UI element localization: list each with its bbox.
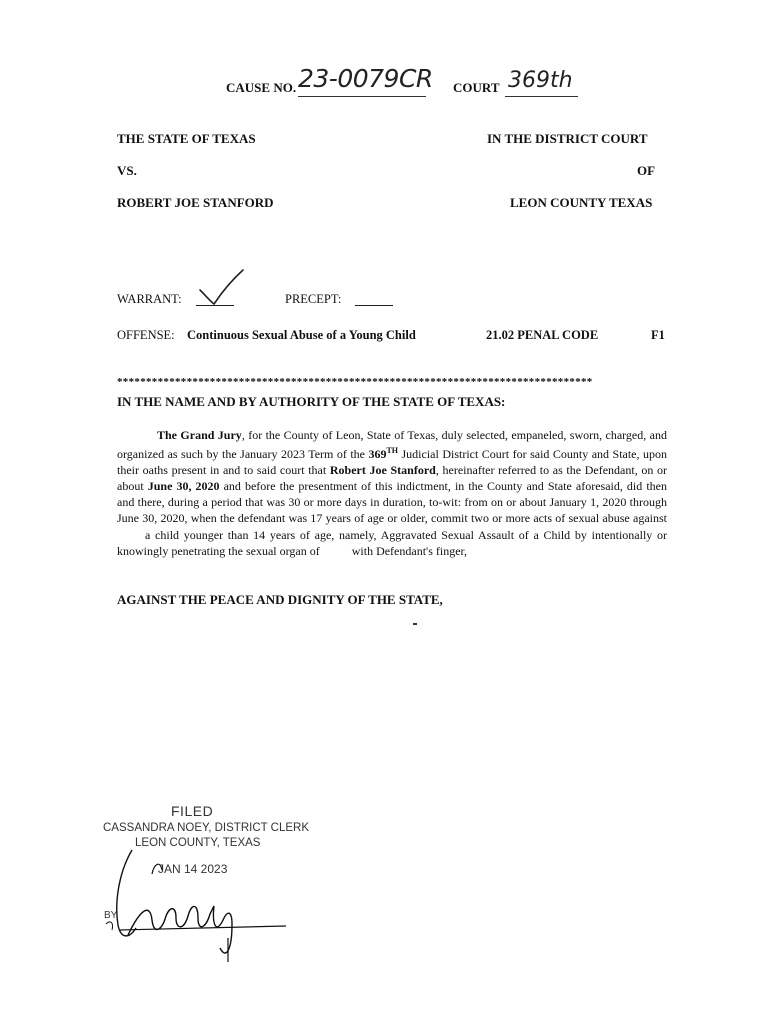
indictment-text-2: Judicial District Court for said County and State, upon their oaths present in and to said court that <box>117 447 667 478</box>
clerk-signature-icon <box>100 840 290 965</box>
offense-name: Continuous Sexual Abuse of a Young Child <box>187 328 416 342</box>
indictment-text-4: and before the presentment of this indictment, in the County and State aforesaid, did then and there, during a period that was 30 or more days in duration, to-wit: from on or about January 1, 2020 through June 30, 2020, when the defendant was 17 years of age or older, commit two or more acts of sexual abuse against <box>117 479 667 526</box>
indictment-text-5: a child younger than 14 years of age, namely, Aggravated Sexual Assault of a Child by intentionally or knowingly penetrating the sexual organ of <box>117 527 667 558</box>
precept-blank <box>355 305 393 306</box>
filed-stamp-title: FILED <box>171 803 214 819</box>
caption-county: LEON COUNTY TEXAS <box>510 195 653 210</box>
cause-number-value: 23-0079CR <box>298 64 433 93</box>
cause-number-underline <box>298 96 426 97</box>
filed-stamp-by: BY <box>104 910 118 921</box>
offense-code: 21.02 PENAL CODE <box>486 328 599 342</box>
caption-defendant: ROBERT JOE STANFORD <box>117 195 274 210</box>
court-number-underline <box>505 96 578 97</box>
court-number-value: 369th <box>508 68 573 93</box>
defendant-name: Robert Joe Stanford <box>329 463 436 478</box>
grand-jury-text: The Grand Jury <box>157 428 242 442</box>
filed-stamp-clerk: CASSANDRA NOEY, DISTRICT CLERK <box>103 822 309 834</box>
indictment-text-1: , for the County of Leon, State of Texas, duly selected, empaneled, sworn, charged, and organized as such by the January 2023 Term of the <box>117 428 667 462</box>
asterisk-separator: ********************************************************************************** <box>117 376 593 388</box>
closing-statement: AGAINST THE PEACE AND DIGNITY OF THE STATE, <box>117 592 443 607</box>
caption-vs: VS. <box>117 163 137 178</box>
cause-number-label: CAUSE NO. <box>226 80 297 95</box>
warrant-checkmark-icon <box>196 268 248 308</box>
filed-stamp-county: LEON COUNTY, TEXAS <box>135 837 261 849</box>
authority-heading: IN THE NAME AND BY AUTHORITY OF THE STATE OF TEXAS: <box>117 394 506 409</box>
stray-mark <box>413 623 417 625</box>
filed-stamp-date: JAN 14 2023 <box>158 862 228 876</box>
offense-degree: F1 <box>651 328 665 342</box>
indictment-text-6: with Defendant's finger, <box>351 543 468 558</box>
caption-of: OF <box>637 163 656 178</box>
indictment-paragraph <box>117 427 667 559</box>
offense-label: OFFENSE: <box>117 328 175 342</box>
caption-state: THE STATE OF TEXAS <box>117 131 256 146</box>
indictment-text-3: , hereinafter referred to as the Defendant, on or about <box>117 463 668 494</box>
warrant-label: WARRANT: <box>117 292 182 306</box>
offense-date: June 30, 2020 <box>147 479 220 494</box>
caption-district-court: IN THE DISTRICT COURT <box>487 131 648 146</box>
court-label: COURT <box>453 80 500 95</box>
court-ordinal: 369TH <box>368 446 399 462</box>
precept-label: PRECEPT: <box>285 292 342 306</box>
